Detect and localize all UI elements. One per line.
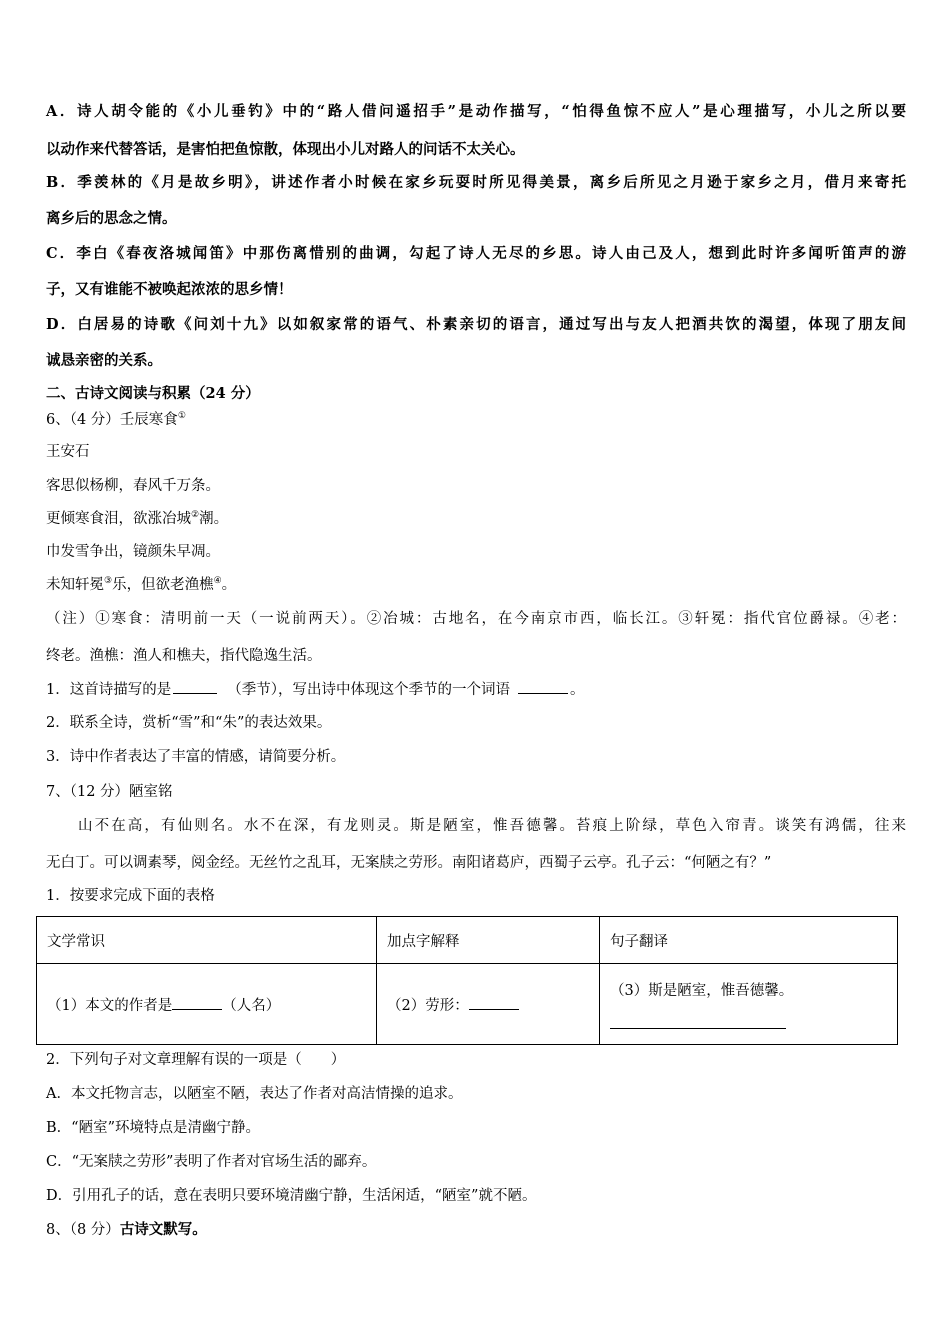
q6-header: 6、（4 分）壬辰寒食① [46,411,186,428]
q7-option-a: A．本文托物言志，以陋室不陋，表达了作者对高洁情操的追求。 [46,1086,463,1102]
poem-line-4: 未知轩冕③乐，但欲老渔樵④。 [46,576,237,593]
table-header: 加点字解释 [377,917,600,964]
table-cell-word: （2）劳形： [377,964,600,1045]
q6-sub1: 1．这首诗描写的是 （季节），写出诗中体现这个季节的一个词语 。 [46,679,584,700]
table-header: 句子翻译 [600,917,898,964]
section-title: 二、古诗文阅读与积累（24 分） [46,385,260,402]
q7-sub1: 1．按要求完成下面的表格 [46,888,215,904]
table-cell-author: （1）本文的作者是 （人名） [37,964,377,1045]
poem-line-1: 客思似杨柳，春风千万条。 [46,478,220,494]
table-header: 文学常识 [37,917,377,964]
option-c-line1: C．李白《春夜洛城闻笛》中那伤离惜别的曲调，勾起了诗人无尽的乡思。诗人由己及人，想到此时许多闻听笛声的游 [46,245,907,262]
q6-sub3: 3．诗中作者表达了丰富的情感，请简要分析。 [46,749,346,765]
poem-author: 王安石 [46,444,90,460]
table-row [37,964,898,1045]
answer-blank[interactable] [173,679,217,694]
option-b-line2: 离乡后的思念之情。 [46,210,177,227]
table-header-row [37,917,898,964]
q6-sub2: 2．联系全诗，赏析“雪”和“朱”的表达效果。 [46,715,332,731]
q7-option-c: C．“无案牍之劳形”表明了作者对官场生活的鄙弃。 [46,1154,377,1170]
answer-line[interactable] [610,1010,786,1029]
q7-header: 7、（12 分）陋室铭 [46,784,173,800]
q7-option-b: B．“陋室”环境特点是清幽宁静。 [46,1120,260,1136]
q7-sub2: 2．下列句子对文章理解有误的一项是（ ） [46,1052,346,1068]
option-b-line1: B．季羡林的《月是故乡明》，讲述作者小时候在家乡玩耍时所见得美景，离乡后所见之月逊于家乡之月，借月来寄托 [46,174,906,191]
answer-blank[interactable] [518,679,568,694]
option-c-line2: 子，又有谁能不被唤起浓浓的思乡情！ [46,281,293,298]
poem-line-3: 巾发雪争出，镜颜朱早凋。 [46,544,220,560]
table-cell-translation: （3）斯是陋室，惟吾德馨。 [600,964,898,1045]
poem-notes-line2: 终老。渔樵：渔人和樵夫，指代隐逸生活。 [46,648,322,664]
q7-passage-line1: 山不在高，有仙则名。水不在深，有龙则灵。斯是陋室，惟吾德馨。苔痕上阶绿，草色入帘青。谈笑有鸿儒，往来 [78,818,906,834]
option-a-line2: 以动作来代替答话，是害怕把鱼惊散，体现出小儿对路人的问话不太关心。 [46,141,525,158]
q8-header: 8、（8 分）古诗文默写。 [46,1221,207,1238]
answer-table [36,916,898,1045]
q7-passage-line2: 无白丁。可以调素琴，阅金经。无丝竹之乱耳，无案牍之劳形。南阳诸葛庐，西蜀子云亭。孔子云：“何陋之有？” [46,855,772,871]
option-a-line1: A．诗人胡令能的《小儿垂钓》中的“路人借问遥招手”是动作描写，“怕得鱼惊不应人”是心理描写，小儿之所以要 [46,103,906,120]
option-d-line2: 诚恳亲密的关系。 [46,352,162,369]
poem-line-2: 更倾寒食泪，欲涨冶城②潮。 [46,510,229,527]
answer-blank[interactable] [469,995,519,1010]
answer-blank[interactable] [172,995,222,1010]
q7-option-d: D．引用孔子的话，意在表明只要环境清幽宁静，生活闲适，“陋室”就不陋。 [46,1188,537,1204]
option-d-line1: D．白居易的诗歌《问刘十九》以如叙家常的语气、朴素亲切的语言，通过写出与友人把酒共饮的渴望，体现了朋友间 [46,316,906,333]
poem-notes-line1: （注）①寒食：清明前一天（一说前两天）。②冶城：古地名，在今南京市西，临长江。③轩冕：指代官位爵禄。④老： [46,611,906,627]
